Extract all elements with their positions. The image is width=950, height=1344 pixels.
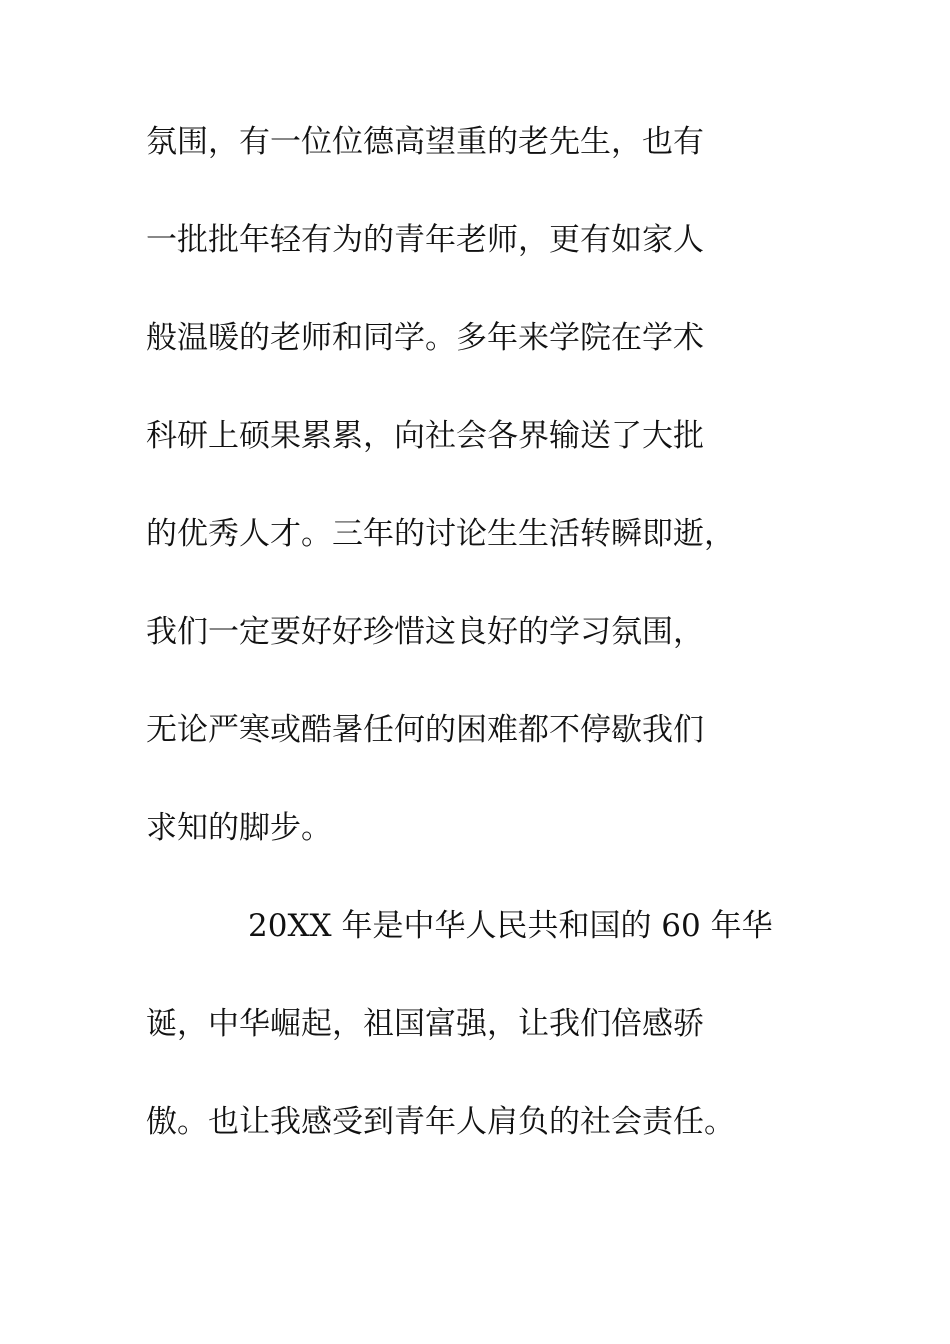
text-line-2: 一批批年轻有为的青年老师，更有如家人 [146,222,704,258]
text-line-11: 傲。也让我感受到青年人肩负的社会责任。 [146,1104,735,1140]
text-line-10: 诞，中华崛起，祖国富强，让我们倍感骄 [146,1006,704,1042]
text-line-5: 的优秀人才。三年的讨论生生活转瞬即逝， [146,516,735,552]
text-line-1: 氛围，有一位位德高望重的老先生，也有 [146,124,704,160]
body-text [146,126,806,1204]
text-line-9-paragraph-start: 20XX 年是中华人民共和国的 60 年华 [248,908,773,944]
text-line-7: 无论严寒或酷暑任何的困难都不停歇我们 [146,712,704,748]
text-line-3: 般温暖的老师和同学。多年来学院在学术 [146,320,704,356]
text-line-8: 求知的脚步。 [146,810,332,846]
text-line-4: 科研上硕果累累，向社会各界输送了大批 [146,418,704,454]
text-line-6: 我们一定要好好珍惜这良好的学习氛围， [146,614,704,650]
